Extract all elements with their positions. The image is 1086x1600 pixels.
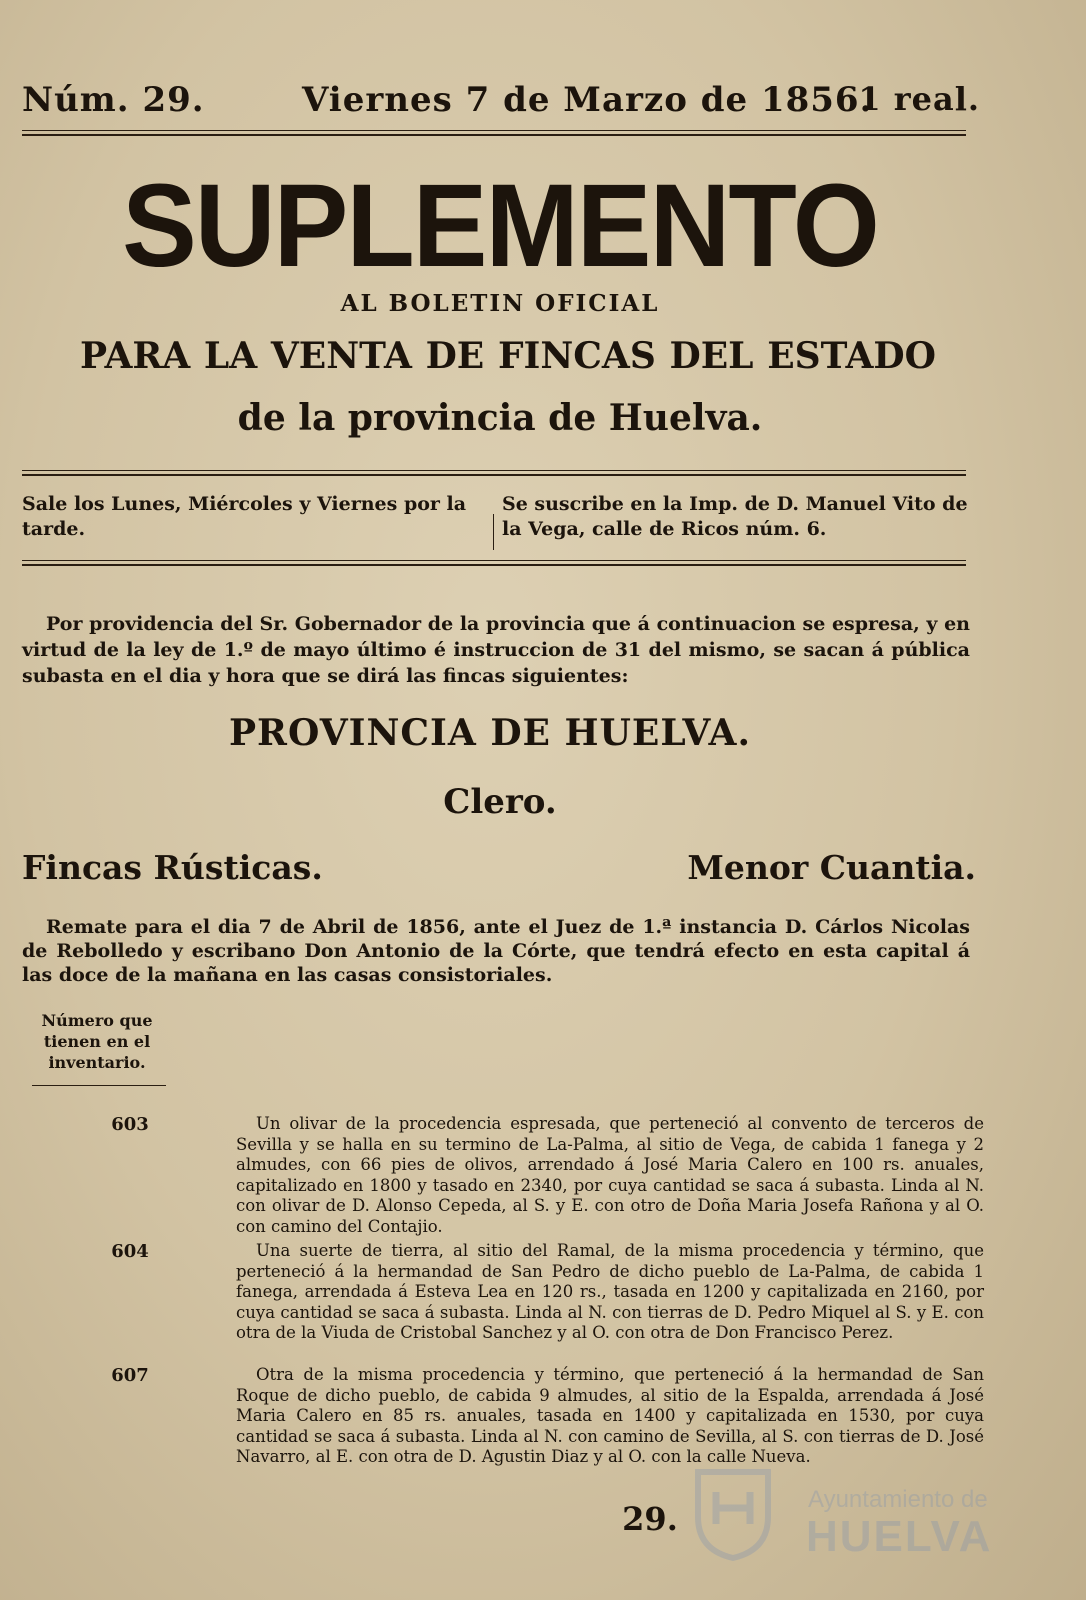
watermark-line-1: Ayuntamiento de [808,1486,988,1513]
subtitle-word: PARA [80,335,191,377]
entry-number: 604 [111,1241,149,1262]
value-class-heading: Menor Cuantia. [687,848,976,887]
publication-schedule: Sale los Lunes, Miércoles y Viernes por la tarde. [22,493,467,540]
subtitle-word: VENTA [270,335,412,377]
archive-watermark [688,1454,1008,1574]
entry-text: Un olivar de la procedencia espresada, que perteneció al convento de terceros de Sevilla y se halla en su termino de La-Palma, al sitio de Vega, de cabida 1 fanega y 2 almudes, con 66 pies de olivos, arrendado á José Maria Calero en 100 rs. anuales, capitalizado en 1800 y tasado en 2340, por cuya cantidad se saca á subasta. Linda al N. con olivar de D. Alonso Cepeda, al S. y E. con otro de Doña Maria Josefa Rañona y al O. con camino del Contajio. [236,1114,984,1236]
intro-paragraph: Por providencia del Sr. Gobernador de la provincia que á continuacion se espresa, y en virtud de la ley de 1.º de mayo último é instruccion de 31 del mismo, se sacan á pública subasta en el dia y hora que se dirá las fincas siguientes: [22,613,970,687]
issue-price: 1 real. [858,80,980,118]
column-header-rule [32,1085,166,1086]
inventory-column-header: Número que tienen en el inventario. [41,1011,153,1072]
watermark-line-2: HUELVA [806,1512,993,1561]
subscription-info: Se suscribe en la Imp. de D. Manuel Vito de la Vega, calle de Ricos núm. 6. [502,493,968,540]
info-divider [493,514,494,550]
entry-text: Una suerte de tierra, al sitio del Ramal, de la misma procedencia y término, que perteneció á la hermandad de San Pedro de dicho pueblo de La-Palma, de cabida 1 fanega, arrendada á Esteva Lea en 120 rs., tasada en 1200 y capitalizada en 2160, por cuya cantidad se saca á subasta. Linda al N. con tierras de D. Pedro Miquel al S. y E. con otra de la Viuda de Cristobal Sanchez y al O. con otra de Don Francisco Perez. [236,1241,984,1343]
entry-text: Otra de la misma procedencia y término, que perteneció á la hermandad de San Roque de dicho pueblo, de cabida 9 almudes, al sitio de la Espalda, arrendada á José Maria Calero en 85 rs. anuales, tasada en 1400 y capitalizada en 1530, por cuya cantidad se saca á subasta. Linda al N. con camino de Sevilla, al S. con tierras de D. José Navarro, al E. con otra de D. Agustin Diaz y al O. con la calle Nueva. [236,1365,984,1467]
info-rule [22,560,966,566]
subtitle-word: FINCAS [497,335,656,377]
auction-paragraph: Remate para el dia 7 de Abril de 1856, ante el Juez de 1.ª instancia D. Cárlos Nicolas de Rebolledo y escribano Don Antonio de la Córte, que tendrá efecto en esta capital á las doce de la mañana en las casas consistoriales. [22,916,970,986]
entry-number: 603 [111,1114,149,1135]
masthead-subtitle-3: de la provincia de Huelva. [237,397,763,439]
subtitle-word: ESTADO [767,335,936,377]
masthead-rule [22,470,966,476]
issue-date: Viernes 7 de Marzo de 1856. [302,80,873,120]
masthead-title: SUPLEMENTO [122,159,878,292]
coat-of-arms-icon [688,1462,778,1562]
issue-number: Núm. 29. [22,80,205,120]
subtitle-word: DEL [669,335,754,377]
issue-header [20,80,980,130]
province-heading: PROVINCIA DE HUELVA. [228,712,752,754]
property-type-heading: Fincas Rústicas. [22,848,323,887]
masthead-subtitle-2 [80,335,936,377]
category-heading: Clero. [443,782,557,822]
masthead-subtitle-1: AL BOLETIN OFICIAL [340,290,660,317]
entry-number: 607 [111,1365,149,1386]
subtitle-word: DE [425,335,485,377]
subtitle-word: LA [203,335,258,377]
header-rule [22,130,966,136]
page-number: 29. [622,1500,678,1538]
